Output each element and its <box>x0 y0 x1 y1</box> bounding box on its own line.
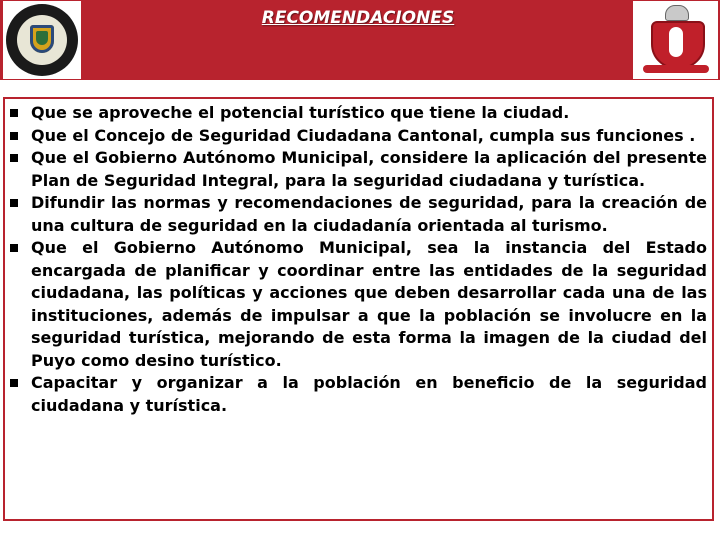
coat-of-arms-icon <box>633 1 718 79</box>
list-item <box>10 192 707 237</box>
square-bullet-icon <box>10 379 18 387</box>
square-bullet-icon <box>10 199 18 207</box>
page-title: RECOMENDACIONES <box>261 8 455 28</box>
square-bullet-icon <box>10 154 18 162</box>
recommendation-text: Que el Gobierno Autónomo Municipal, considere la aplicación del presente Plan de Seguridad Integral, para la seguridad ciudadana y turística. <box>31 148 707 190</box>
square-bullet-icon <box>10 244 18 252</box>
list-item <box>10 102 707 125</box>
recommendation-text: Difundir las normas y recomendaciones de seguridad, para la creación de una cultura de seguridad en la ciudadanía orientada al turismo. <box>31 193 707 235</box>
list-item <box>10 237 707 372</box>
recommendation-text: Que se aproveche el potencial turístico que tiene la ciudad. <box>31 103 570 122</box>
list-item <box>10 125 707 148</box>
recommendation-text: Capacitar y organizar a la población en beneficio de la seguridad ciudadana y turística. <box>31 373 707 415</box>
recommendations-panel <box>3 97 714 521</box>
header-bar <box>0 0 720 80</box>
square-bullet-icon <box>10 109 18 117</box>
list-item <box>10 372 707 417</box>
square-bullet-icon <box>10 132 18 140</box>
recommendation-text: Que el Concejo de Seguridad Ciudadana Cantonal, cumpla sus funciones . <box>31 125 696 145</box>
recommendation-text: Que el Gobierno Autónomo Municipal, sea la instancia del Estado encargada de planificar y coordinar entre las entidades de la seguridad ciudadana, las políticas y acciones que deben desarrollar cada una de las instituciones, además de impulsar a que la población se involucre en la seguridad turística, mejorando de esta forma la imagen de la ciudad del Puyo como desino turístico. <box>31 238 707 370</box>
recommendations-list <box>10 102 707 417</box>
list-item <box>10 147 707 192</box>
